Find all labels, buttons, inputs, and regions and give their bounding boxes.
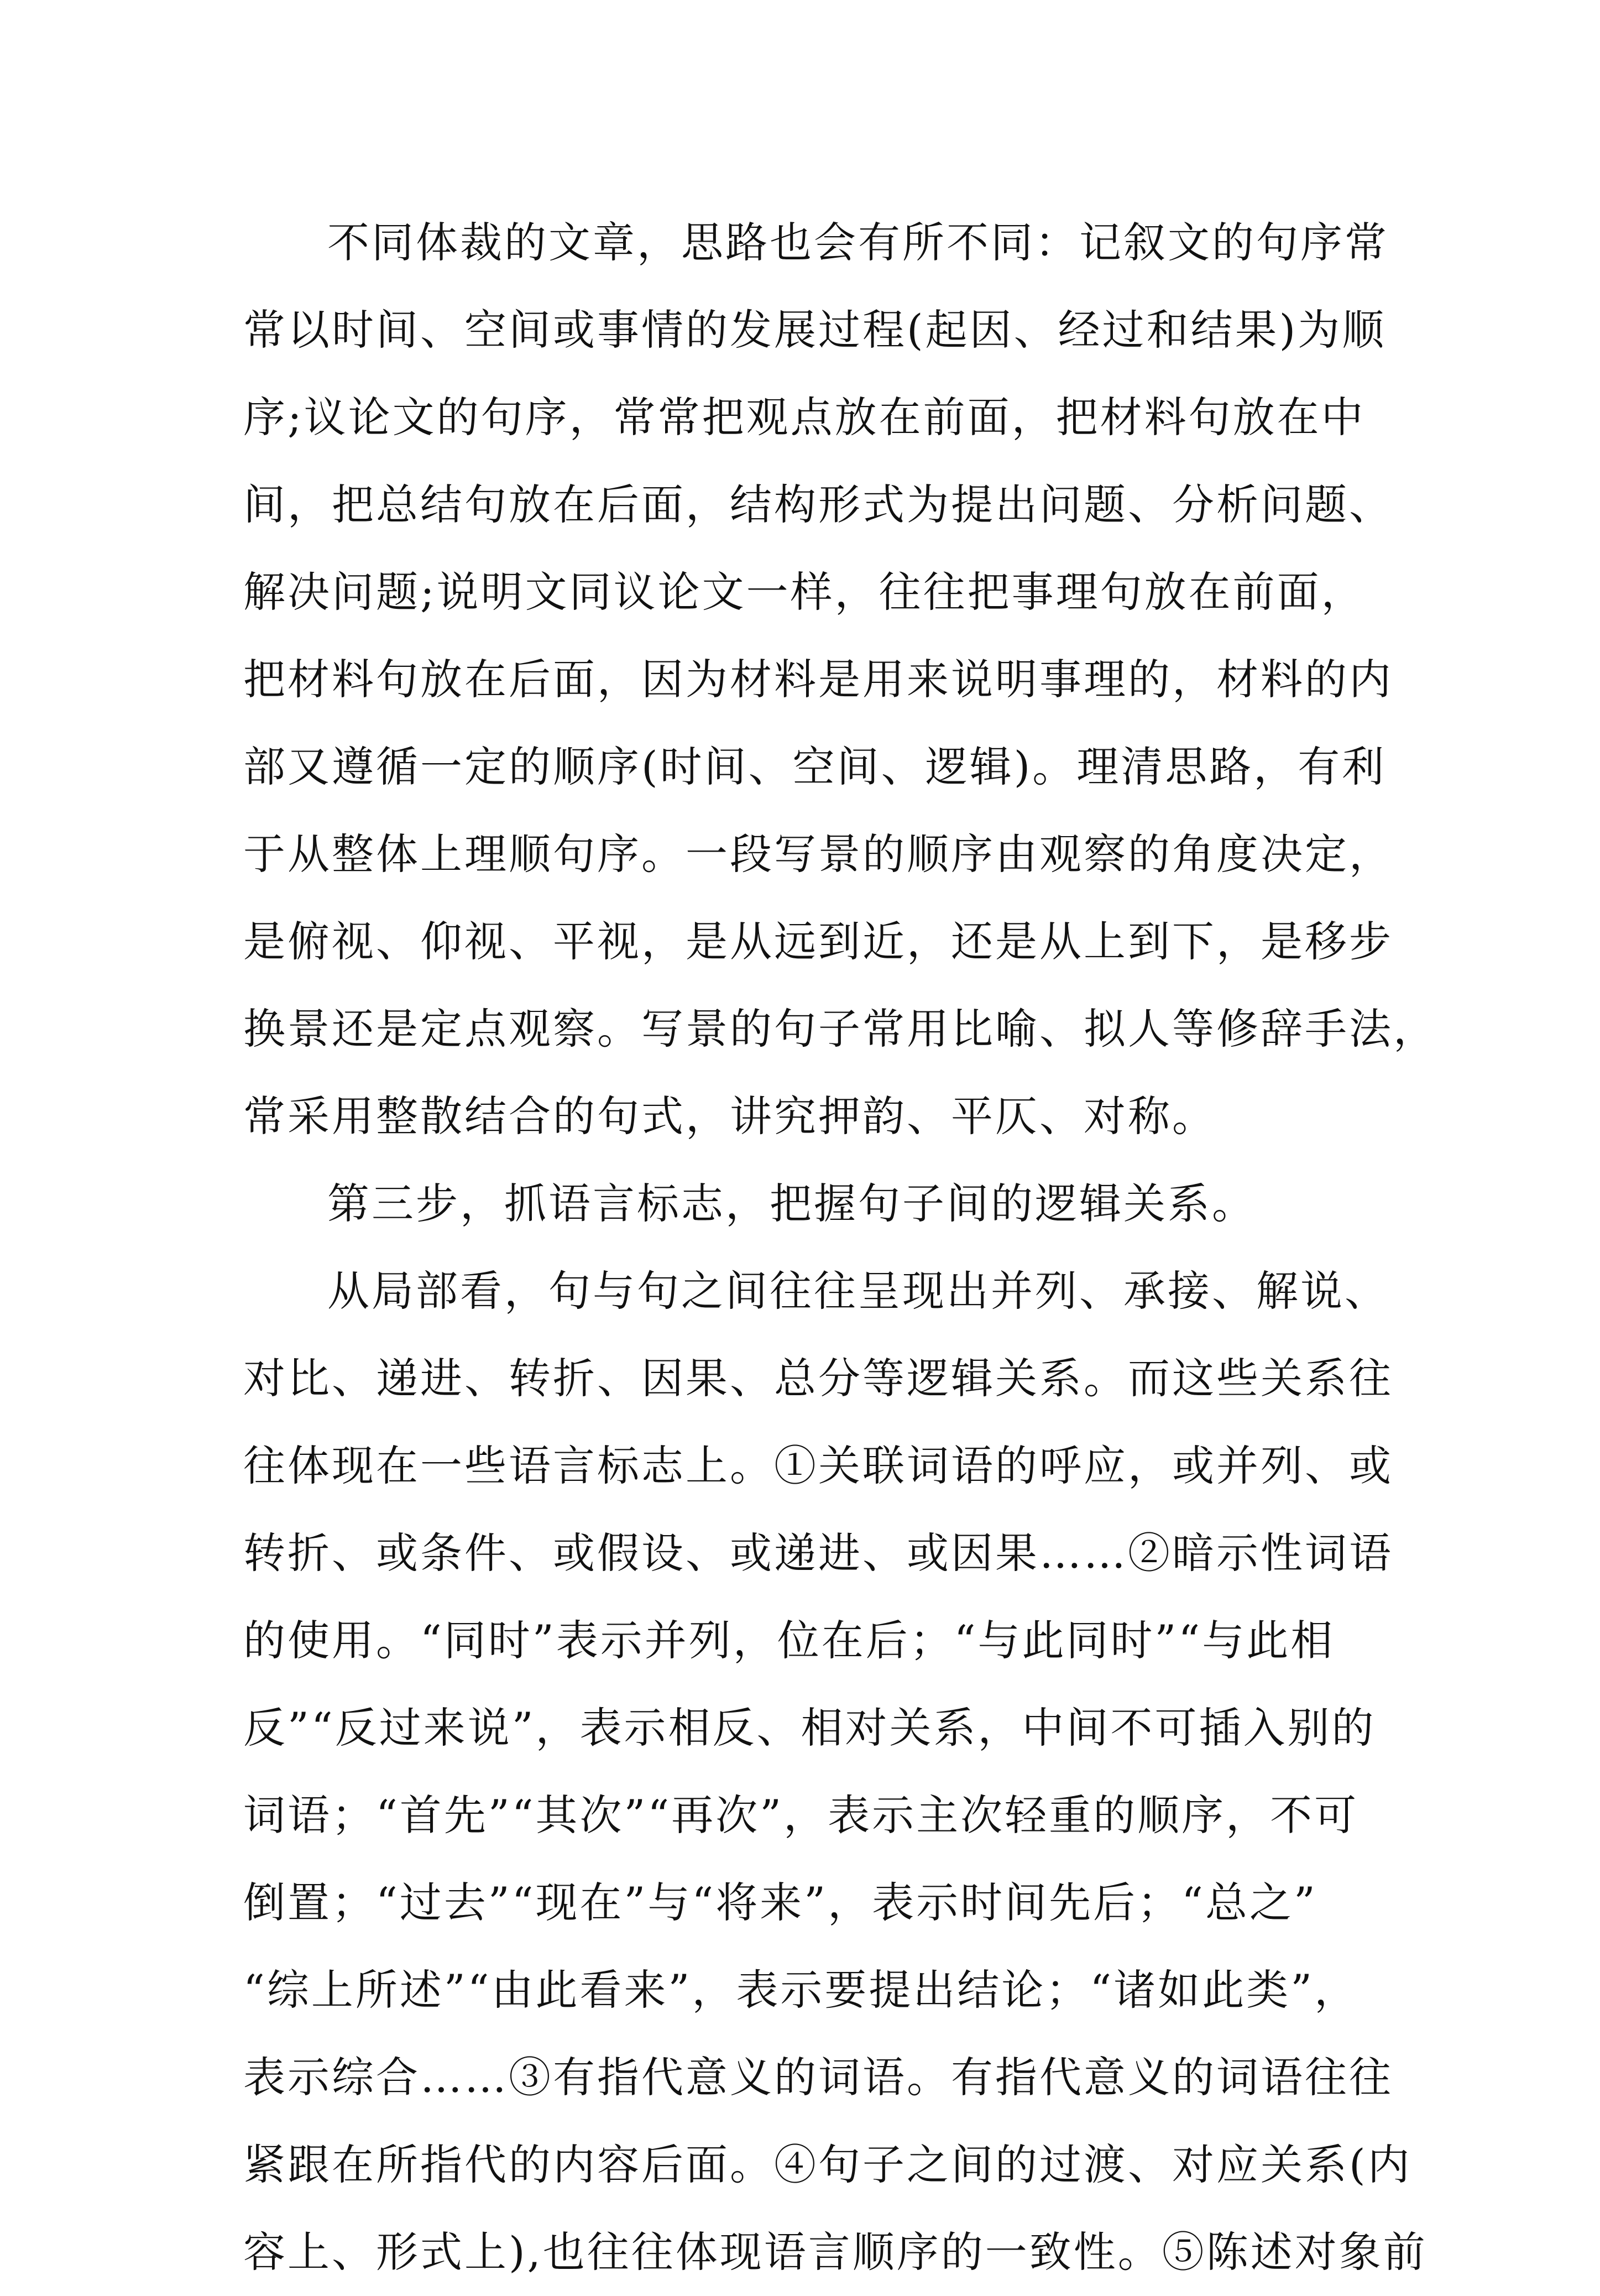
text-line: 部又遵循一定的顺序(时间、空间、逻辑)。理清思路，有利 <box>243 742 1387 791</box>
text-line: 往体现在一些语言标志上。①关联词语的呼应，或并列、或 <box>243 1441 1393 1490</box>
text-line: 换景还是定点观察。写景的句子常用比喻、拟人等修辞手法， <box>243 1004 1437 1053</box>
text-line: 是俯视、仰视、平视，是从远到近，还是从上到下，是移步 <box>243 917 1393 966</box>
text-line: 常以时间、空间或事情的发展过程(起因、经过和结果)为顺 <box>243 305 1387 354</box>
text-line: 把材料句放在后面，因为材料是用来说明事理的，材料的内 <box>243 655 1393 704</box>
body-text <box>243 199 1437 2296</box>
text-line: 解决问题;说明文同议论文一样，往往把事理句放在前面， <box>243 567 1366 617</box>
text-line: 不同体裁的文章，思路也会有所不同：记叙文的句序常 <box>327 218 1389 267</box>
step-heading: 第三步，抓语言标志，把握句子间的逻辑关系。 <box>327 1179 1256 1228</box>
text-line: 反”“反过来说”，表示相反、相对关系，中间不可插入别的 <box>243 1703 1376 1752</box>
text-line: 表示综合……③有指代意义的词语。有指代意义的词语往往 <box>243 2053 1393 2102</box>
text-line: 序;议论文的句序，常常把观点放在前面，把材料句放在中 <box>243 393 1366 442</box>
text-line: 倒置；“过去”“现在”与“将来”，表示时间先后；“总之” <box>243 1878 1317 1927</box>
text-line: 紧跟在所指代的内容后面。④句子之间的过渡、对应关系(内 <box>243 2140 1412 2189</box>
text-line: 词语；“首先”“其次”“再次”，表示主次轻重的顺序，不可 <box>243 1791 1359 1840</box>
text-line: “综上所述”“由此看来”，表示要提出结论；“诸如此类”， <box>243 1965 1359 2015</box>
text-line: 从局部看，句与句之间往往呈现出并列、承接、解说、 <box>327 1266 1389 1316</box>
text-line: 转折、或条件、或假设、或递进、或因果……②暗示性词语 <box>243 1528 1393 1578</box>
text-line: 的使用。“同时”表示并列，位在后；“与此同时”“与此相 <box>243 1616 1335 1665</box>
text-line: 容上、形式上),也往往体现语言顺序的一致性。⑤陈述对象前 <box>243 2227 1428 2277</box>
text-line: 常采用整散结合的句式，讲究押韵、平仄、对称。 <box>243 1092 1216 1141</box>
text-line: 对比、递进、转折、因果、总分等逻辑关系。而这些关系往 <box>243 1354 1393 1403</box>
text-line: 于从整体上理顺句序。一段写景的顺序由观察的角度决定， <box>243 829 1393 879</box>
text-line: 间，把总结句放在后面，结构形式为提出问题、分析问题、 <box>243 480 1393 529</box>
